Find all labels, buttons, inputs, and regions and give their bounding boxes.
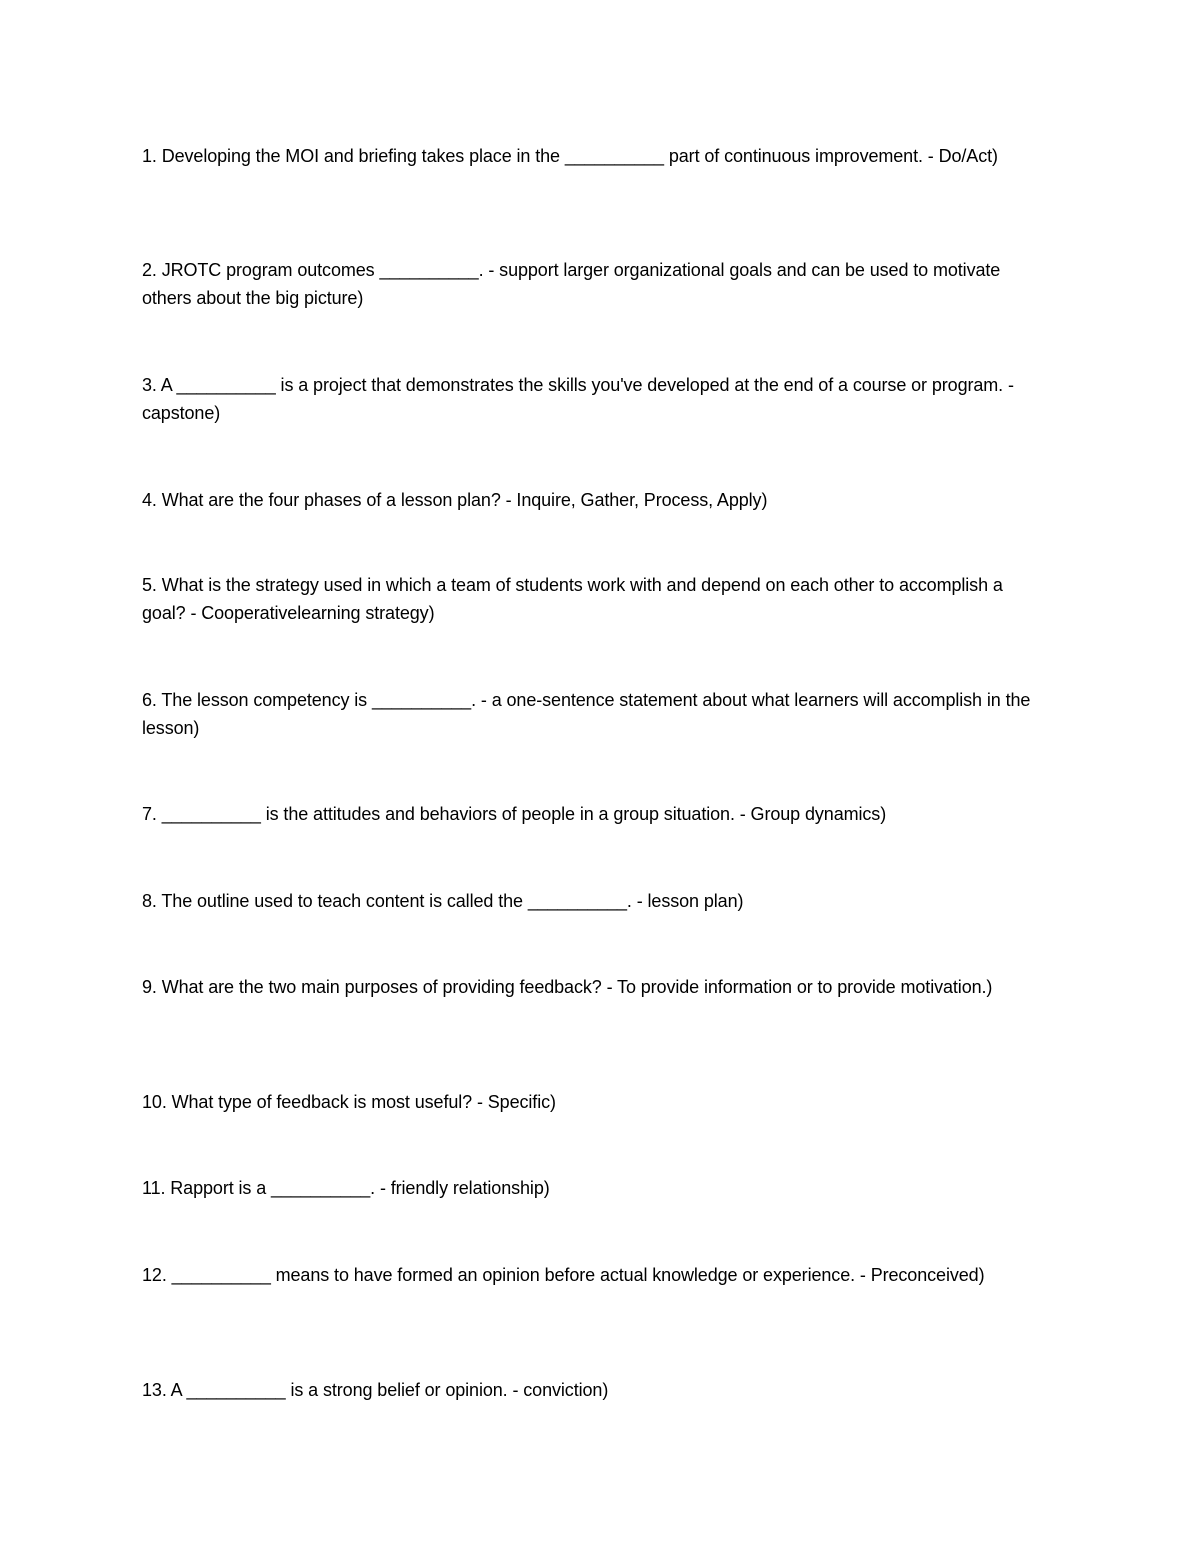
question-1: 1. Developing the MOI and briefing takes place in the __________ part of continuous improvement. - Do/Act) bbox=[142, 146, 998, 166]
question-7: 7. __________ is the attitudes and behaviors of people in a group situation. - Group dynamics) bbox=[142, 804, 887, 824]
question-11: 11. Rapport is a __________. - friendly relationship) bbox=[142, 1178, 550, 1198]
question-9: 9. What are the two main purposes of providing feedback? - To provide information or to provide motivation.) bbox=[142, 977, 993, 997]
question-10: 10. What type of feedback is most useful? - Specific) bbox=[142, 1092, 556, 1112]
question-2: 2. JROTC program outcomes __________. - support larger organizational goals and can be used to motivate others about the big picture) bbox=[142, 260, 1001, 308]
question-12: 12. __________ means to have formed an opinion before actual knowledge or experience. - Preconceived) bbox=[142, 1265, 985, 1285]
question-3: 3. A __________ is a project that demonstrates the skills you've developed at the end of a course or program. - capstone) bbox=[142, 375, 1014, 423]
question-4: 4. What are the four phases of a lesson plan? - Inquire, Gather, Process, Apply) bbox=[142, 490, 768, 510]
question-6: 6. The lesson competency is __________. - a one-sentence statement about what learners will accomplish in the lesson) bbox=[142, 690, 1031, 738]
question-5: 5. What is the strategy used in which a team of students work with and depend on each other to accomplish a goal? - Cooperativelearning strategy) bbox=[142, 575, 1003, 623]
question-13: 13. A __________ is a strong belief or opinion. - conviction) bbox=[142, 1380, 609, 1400]
question-8: 8. The outline used to teach content is called the __________. - lesson plan) bbox=[142, 891, 744, 911]
